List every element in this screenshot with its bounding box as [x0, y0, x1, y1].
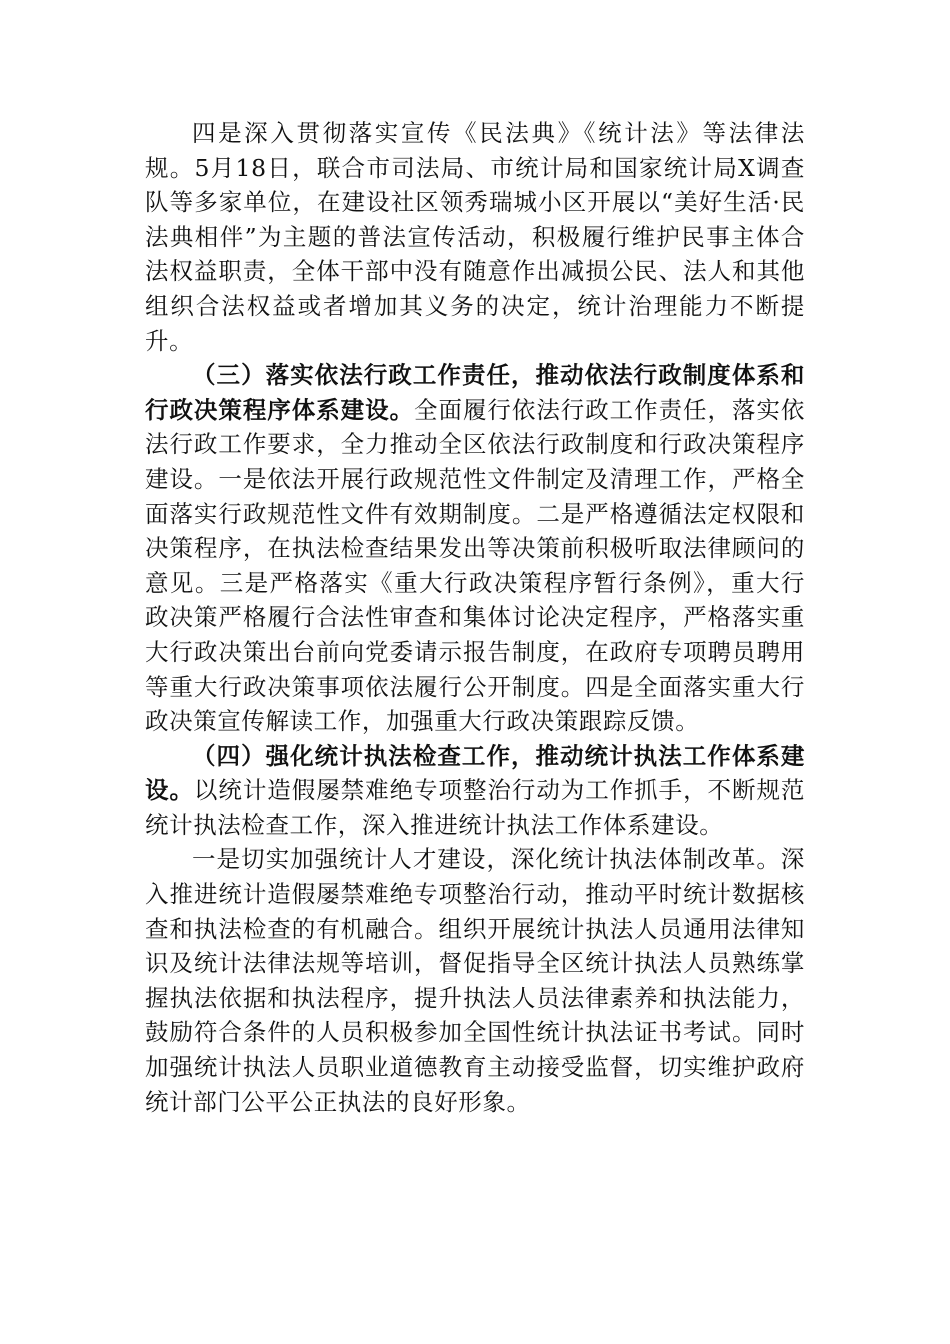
paragraph-civil-code-publicity [145, 116, 805, 358]
document-page [145, 116, 805, 1119]
section-heading-4: （四）强化统计执法检查工作，推动统计执法工作体系建设。 [145, 741, 805, 805]
paragraph-body: 以统计造假屡禁难绝专项整治行动为工作抓手，不断规范统计执法检查工作，深入推进统计执法工作体系建设。 [145, 776, 806, 839]
paragraph-section-3 [145, 358, 805, 739]
paragraph-talent-building [145, 842, 805, 1119]
paragraph-body: 全面履行依法行政工作责任，落实依法行政工作要求，全力推动全区依法行政制度和行政决策程序建设。一是依法开展行政规范性文件制定及清理工作，严格全面落实行政规范性文件有效期制度。二是严格遵循法定权限和决策程序，在执法检查结果发出等决策前积极听取法律顾问的意见。三是严格落实《重大行政决策程序暂行条例》，重大行政决策严格履行合法性审查和集体讨论决定程序，严格落实重大行政决策出台前向党委请示报告制度，在政府专项聘员聘用等重大行政决策事项依法履行公开制度。四是全面落实重大行政决策宣传解读工作，加强重大行政决策跟踪反馈。 [145, 395, 805, 736]
paragraph-section-4 [145, 739, 805, 843]
paragraph-body: 四是深入贯彻落实宣传《民法典》《统计法》等法律法规。5月18日，联合市司法局、市统计局和国家统计局X调查队等多家单位，在建设社区领秀瑞城小区开展以“美好生活·民法典相伴”为主题的普法宣传活动，积极履行维护民事主体合法权益职责，全体干部中没有随意作出减损公民、法人和其他组织合法权益或者增加其义务的决定，统计治理能力不断提升。 [145, 119, 805, 355]
paragraph-body: 一是切实加强统计人才建设，深化统计执法体制改革。深入推进统计造假屡禁难绝专项整治行动，推动平时统计数据核查和执法检查的有机融合。组织开展统计执法人员通用法律知识及统计法律法规等培训，督促指导全区统计执法人员熟练掌握执法依据和执法程序，提升执法人员法律素养和执法能力，鼓励符合条件的人员积极参加全国性统计执法证书考试。同时加强统计执法人员职业道德教育主动接受监督，切实维护政府统计部门公平公正执法的良好形象。 [145, 845, 805, 1116]
section-heading-3: （三）落实依法行政工作责任，推动依法行政制度体系和行政决策程序体系建设。 [145, 361, 805, 424]
